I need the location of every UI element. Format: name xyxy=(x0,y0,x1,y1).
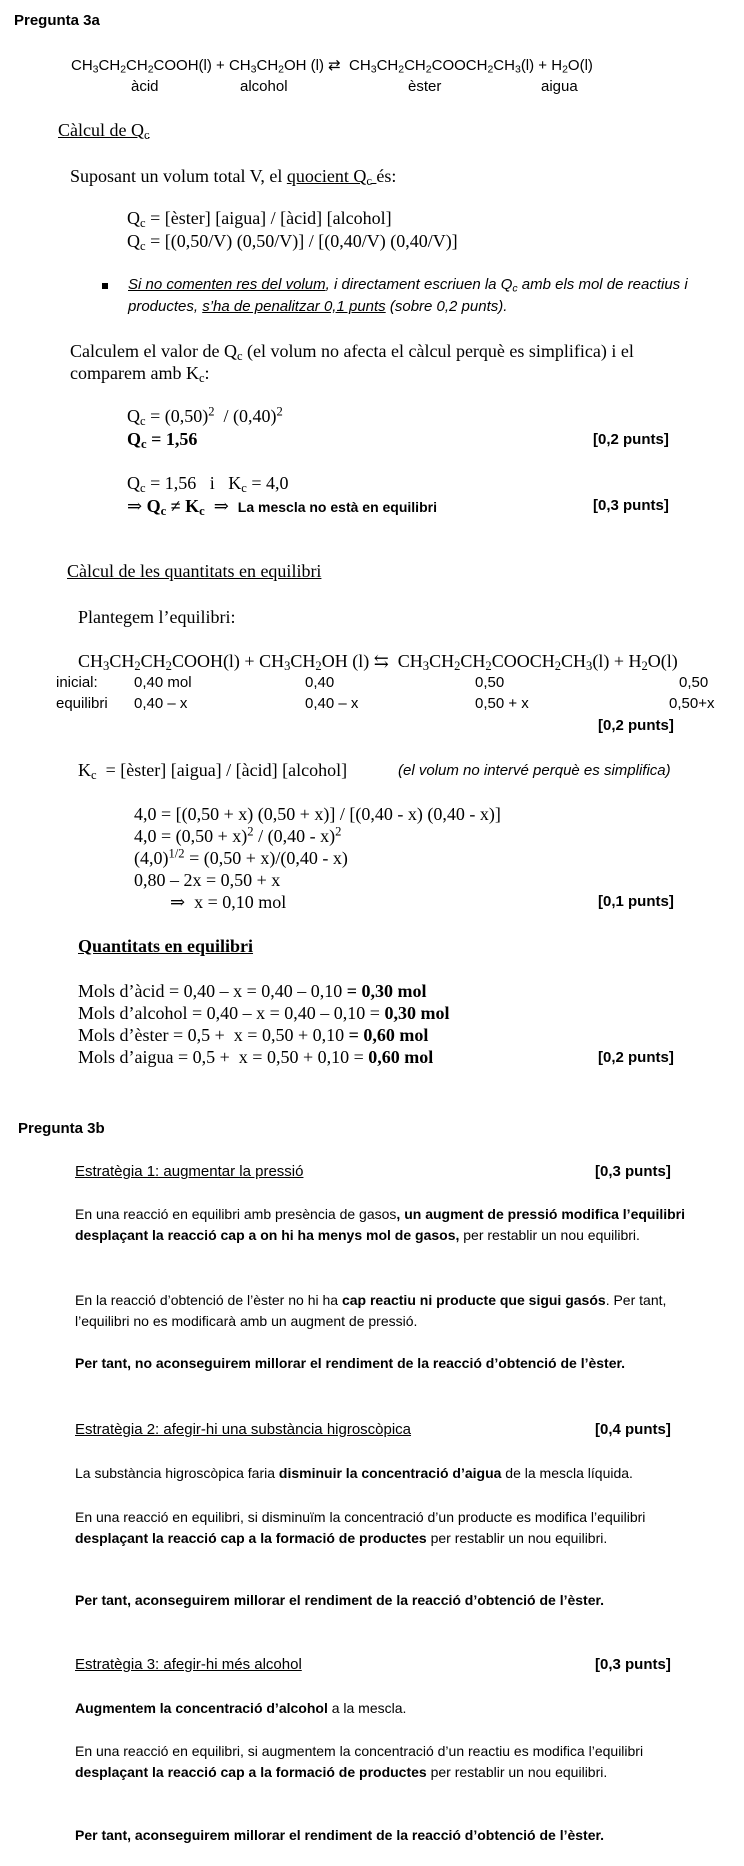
points-table: [0,2 punts] xyxy=(598,717,674,734)
reaction-formula: $CH_3CH_2CH_2COOH(l) + CH_3CH_2OH$ (l) ⇄ $CH_3CH_2CH_2COOCH_2CH_3(l) + H_2O(l)$ xyxy=(71,57,593,76)
points-solve: [0,1 punts] xyxy=(598,893,674,910)
strategy-1-points: [0,3 punts] xyxy=(595,1163,671,1180)
quantity-aigua: Mols d’aigua = 0,5 + x = 0,50 + 0,10 = 0,60 mol xyxy=(78,1047,434,1067)
qc-value-equation: $Q_c = (0,50)^2 / (0,40)^2$ xyxy=(127,404,283,429)
equilibri-alcohol: 0,40 – x xyxy=(305,695,359,712)
strategy-2-points: [0,4 punts] xyxy=(595,1421,671,1438)
quantity-ester: Mols d’èster = 0,5 + x = 0,50 + 0,10 = 0,60 mol xyxy=(78,1025,429,1045)
strategy-3-points: [0,3 punts] xyxy=(595,1656,671,1673)
qc-equation-2: $Q_c = [(0,50/V)$ (0,50/V)] / [(0,40/V) (0,40/V)] xyxy=(127,231,458,254)
strategy-2-conclusion: Per tant, aconseguirem millorar el rendiment de la reacció d’obtenció de l’èster. xyxy=(75,1592,605,1608)
equilibri-aigua: 0,50+x xyxy=(669,695,715,712)
initial-ester: 0,50 xyxy=(475,674,505,691)
equilibri-acid: 0,40 – x xyxy=(134,695,188,712)
initial-aigua: 0,50 xyxy=(679,674,709,691)
points-conclusion: [0,3 punts] xyxy=(593,497,669,514)
strategy-2-paragraph-1: La substància higroscòpica faria disminuir la concentració d’aigua de la mescla líquida. xyxy=(75,1465,633,1481)
solve-line-2: $4,0 = (0,50 + x)^2 / (0,40 - x)^2$ xyxy=(134,824,342,846)
initial-acid: 0,40 mol xyxy=(134,674,192,691)
qc-value-result: $Q_c = 1,56$ xyxy=(127,429,198,452)
strategy-1-conclusion: Per tant, no aconseguirem millorar el rendiment de la reacció d’obtenció de l’èster. xyxy=(75,1355,626,1371)
quantity-alcohol: Mols d’alcohol = 0,40 – x = 0,40 – 0,10 = 0,30 mol xyxy=(78,1003,450,1023)
solve-line-5: ⇒ x = 0,10 mol xyxy=(134,892,287,912)
quantities-heading: Quantitats en equilibri xyxy=(78,936,254,956)
label-acid: àcid xyxy=(131,78,159,95)
solve-line-1: 4,0 = [(0,50 + x) (0,50 + x)] / [(0,40 - x) (0,40 - x)] xyxy=(134,804,501,824)
section-quantitats-equilibri: Càlcul de les quantitats en equilibri xyxy=(67,561,322,581)
strategy-2-title: Estratègia 2: afegir-hi una substància higroscòpica xyxy=(75,1421,412,1438)
solve-line-4: 0,80 – 2x = 0,50 + x xyxy=(134,870,281,890)
equilibrium-conclusion: ⇒ $Q_c \ne K_c$ ⇒ La mescla no està en equilibri xyxy=(127,496,437,519)
row-label-equilibri: equilibri xyxy=(56,695,108,712)
heading-pregunta-3b: Pregunta 3b xyxy=(18,1120,105,1137)
strategy-3-title: Estratègia 3: afegir-hi més alcohol xyxy=(75,1656,302,1673)
heading-pregunta-3a: Pregunta 3a xyxy=(14,12,100,29)
strategy-1-title: Estratègia 1: augmentar la pressió xyxy=(75,1163,304,1180)
strategy-3-paragraph-2: En una reacció en equilibri, si augmentem la concentració d’un reactiu es modifica l’equilibri desplaçant la reacció cap a la formació de productes per restablir un nou equilibri. xyxy=(75,1743,644,1780)
bullet-marker xyxy=(102,283,108,289)
solve-line-3: $(4,0)^{1/2} = (0,50 + x)/(0,40 - x)$ xyxy=(134,846,348,868)
eq-intro: Plantegem l’equilibri: xyxy=(78,607,236,627)
penalty-note: Si no comenten res del volum, i directament escriuen la $Q_c$ amb els mol de reactius i productes, s’ha de penalitzar 0,1 punts (sobre 0,2 punts). xyxy=(128,276,688,315)
points-qc-value: [0,2 punts] xyxy=(593,431,669,448)
strategy-1-paragraph-1: En una reacció en equilibri amb presència de gasos, un augment de pressió modifica l’equilibri desplaçant la reacció cap a on hi ha menys mol de gasos, per restablir un nou equilibri. xyxy=(75,1206,686,1243)
section-calcul-qc: Càlcul de $Q_c$ xyxy=(58,120,150,143)
initial-alcohol: 0,40 xyxy=(305,674,335,691)
points-quantities: [0,2 punts] xyxy=(598,1049,674,1066)
equilibri-ester: 0,50 + x xyxy=(475,695,529,712)
strategy-3-paragraph-1: Augmentem la concentració d’alcohol a la mescla. xyxy=(75,1700,407,1716)
quantity-acid: Mols d’àcid = 0,40 – x = 0,40 – 0,10 = 0,30 mol xyxy=(78,981,427,1001)
calc-intro: Calculem el valor de $Q_c$ (el volum no afecta el càlcul perquè es simplifica) i el comparem amb $K_c$: xyxy=(70,341,634,386)
strategy-1-paragraph-2: En la reacció d’obtenció de l’èster no hi ha cap reactiu ni producte que sigui gasós. Per tant, l’equilibri no es modificarà amb un augment de pressió. xyxy=(75,1292,667,1329)
kc-volume-note: (el volum no intervé perquè es simplifica) xyxy=(398,762,671,779)
qc-equation-1: $Q_c$ = [èster] [aigua] / [àcid] [alcohol] xyxy=(127,208,392,231)
label-alcohol: alcohol xyxy=(240,78,288,95)
strategy-3-conclusion: Per tant, aconseguirem millorar el rendiment de la reacció d’obtenció de l’èster. xyxy=(75,1827,605,1843)
strategy-2-paragraph-2: En una reacció en equilibri, si disminuïm la concentració d’un producte es modifica l’equilibri desplaçant la reacció cap a la formació de productes per restablir un nou equilibri. xyxy=(75,1509,646,1546)
eq-reaction-formula: $CH_3CH_2CH_2COOH(l) + CH_3CH_2OH$ (l) ⇆ $CH_3CH_2CH_2COOCH_2CH_3(l) + H_2O(l)$ xyxy=(78,651,678,674)
kc-expression: $K_c$ = [èster] [aigua] / [àcid] [alcohol] xyxy=(78,760,348,783)
qc-intro: Suposant un volum total V, el quocient $Q_c$ és: xyxy=(70,166,397,189)
label-aigua: aigua xyxy=(541,78,578,95)
row-label-inicial: inicial: xyxy=(56,674,98,691)
label-ester: èster xyxy=(408,78,442,95)
qc-kc-compare: $Q_c = 1,56$ i $K_c = 4,0$ xyxy=(127,473,289,496)
